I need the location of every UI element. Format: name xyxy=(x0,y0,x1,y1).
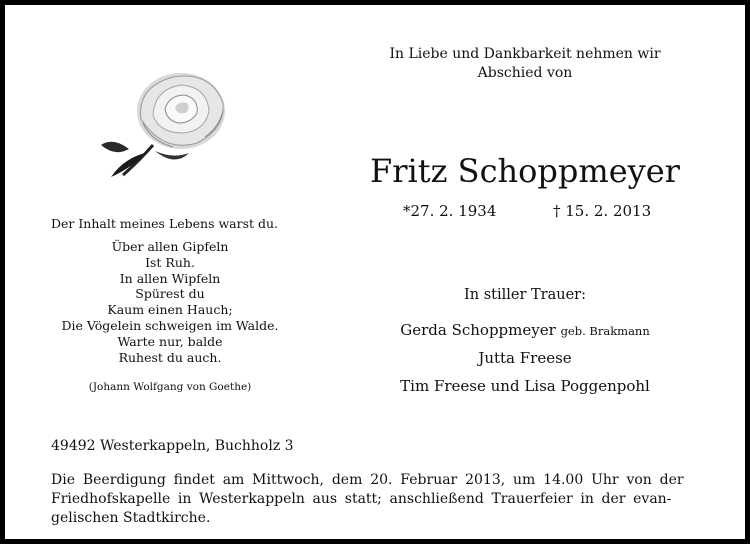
funeral-line: gelischen Stadtkirche. xyxy=(51,510,211,526)
poem-line: Warte nur, balde xyxy=(117,333,223,349)
deceased-name: Fritz Schoppmeyer xyxy=(370,152,680,190)
poem-line: In allen Wipfeln xyxy=(119,270,221,286)
mourner-name: Tim Freese und Lisa Poggenpohl xyxy=(400,377,650,395)
mourner-name: Jutta Freese xyxy=(478,349,572,367)
poem-line: Die Vögelein schweigen im Walde. xyxy=(61,317,279,333)
intro-line: In Liebe und Dankbarkeit nehmen wir xyxy=(389,46,661,62)
rose-icon xyxy=(93,67,243,185)
mourner-maiden-name: geb. Brakmann xyxy=(560,324,650,338)
mourner-name: Gerda Schoppmeyer xyxy=(400,321,556,339)
poem-line: Ist Ruh. xyxy=(145,254,195,270)
birth-date: *27. 2. 1934 xyxy=(403,202,497,220)
poem-lead: Der Inhalt meines Lebens warst du. xyxy=(51,216,279,231)
poem xyxy=(35,239,305,365)
funeral-line: Friedhofskapelle in Westerkappeln aus statt; anschließend Trauerfeier in der evan- xyxy=(51,491,672,507)
intro-line: Abschied von xyxy=(477,65,573,81)
funeral-details xyxy=(51,471,711,528)
intro-text xyxy=(305,45,745,83)
death-date: † 15. 2. 2013 xyxy=(553,202,652,220)
family-address: 49492 Westerkappeln, Buchholz 3 xyxy=(51,438,294,454)
mourners-title: In stiller Trauer: xyxy=(464,287,586,303)
mourner-entry xyxy=(345,321,705,339)
poem-line: Über allen Gipfeln xyxy=(111,239,229,254)
funeral-line: Die Beerdigung findet am Mittwoch, dem 20. Februar 2013, um 14.00 Uhr von der xyxy=(51,472,684,488)
poem-attribution: (Johann Wolfgang von Goethe) xyxy=(88,381,252,393)
poem-line: Kaum einen Hauch; xyxy=(107,302,233,318)
poem-line: Spürest du xyxy=(135,286,205,302)
poem-line: Ruhest du auch. xyxy=(118,349,222,365)
